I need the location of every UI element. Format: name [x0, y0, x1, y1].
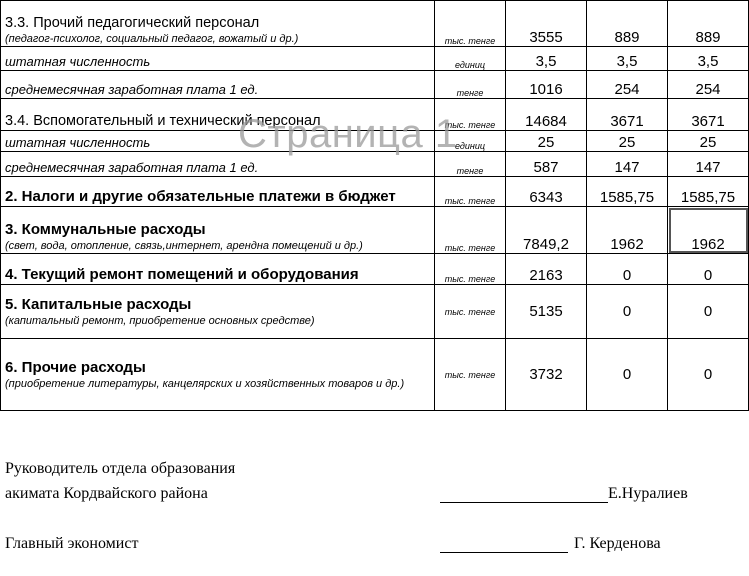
value-cell-1: 3555 [506, 1, 587, 47]
value-cell-2: 3671 [587, 99, 668, 131]
row-name-cell [1, 47, 435, 71]
unit-cell: тенге [435, 152, 506, 177]
value-cell-1: 587 [506, 152, 587, 177]
row-name-cell [1, 71, 435, 99]
unit-cell: тенге [435, 71, 506, 99]
row-name-cell [1, 177, 435, 207]
row-subtitle: (педагог-психолог, социальный педагог, вожатый и др.) [5, 33, 299, 45]
row-name-cell [1, 207, 435, 254]
row-title: штатная численность [5, 135, 151, 150]
table-row [1, 99, 749, 131]
unit-cell: тыс. тенге [435, 99, 506, 131]
economist-title: Главный экономист [5, 535, 139, 552]
table-row [1, 71, 749, 99]
value-cell-2: 254 [587, 71, 668, 99]
value-cell-1: 25 [506, 131, 587, 152]
table-row [1, 207, 749, 254]
unit-cell: тыс. тенге [435, 254, 506, 285]
row-name-cell [1, 285, 435, 339]
row-title: штатная численность [5, 54, 151, 69]
row-title: 3. Коммунальные расходы [5, 221, 206, 238]
signature-blank [440, 488, 608, 503]
economist-signature-line [440, 535, 661, 553]
value-cell-1: 3,5 [506, 47, 587, 71]
row-title: 5. Капитальные расходы [5, 295, 192, 313]
value-cell-2: 0 [587, 339, 668, 411]
value-cell-3: 3,5 [668, 47, 749, 71]
head-title-line2: акимата Кордвайского района [5, 485, 208, 502]
table-row [1, 131, 749, 152]
row-title: 3.4. Вспомогательный и технический персонал [5, 113, 321, 129]
row-name-cell [1, 254, 435, 285]
table-row [1, 47, 749, 71]
unit-cell: тыс. тенге [435, 1, 506, 47]
table-row [1, 152, 749, 177]
row-title: 4. Текущий ремонт помещений и оборудования [5, 266, 359, 283]
value-cell-3: 3671 [668, 99, 749, 131]
value-cell-2: 1962 [587, 207, 668, 254]
value-cell-1: 2163 [506, 254, 587, 285]
row-name-cell [1, 152, 435, 177]
row-subtitle: (свет, вода, отопление, связь,интернет, арендна помещений и др.) [5, 240, 363, 252]
table-row [1, 1, 749, 47]
value-cell-2: 25 [587, 131, 668, 152]
row-subtitle: (приобретение литературы, канцелярских и хозяйственных товаров и др.) [5, 377, 405, 390]
unit-cell: тыс. тенге [435, 207, 506, 254]
row-name-cell [1, 1, 435, 47]
row-title: среднемесячная заработная плата 1 ед. [5, 160, 259, 175]
value-cell-1: 5135 [506, 285, 587, 339]
row-name-cell [1, 99, 435, 131]
table-row [1, 254, 749, 285]
value-cell-1: 3732 [506, 339, 587, 411]
value-cell-3: 1585,75 [668, 177, 749, 207]
value-cell-3: 889 [668, 1, 749, 47]
row-title: 6. Прочие расходы [5, 358, 146, 376]
row-subtitle: (капитальный ремонт, приобретение основных средстве) [5, 314, 315, 327]
head-signature-line [440, 485, 688, 503]
value-cell-3: 147 [668, 152, 749, 177]
row-title: 2. Налоги и другие обязательные платежи в бюджет [5, 188, 396, 205]
table-row [1, 339, 749, 411]
value-cell-3: 25 [668, 131, 749, 152]
unit-cell: единиц [435, 131, 506, 152]
row-title: 3.3. Прочий педагогический персонал [5, 15, 260, 31]
unit-cell: тыс. тенге [435, 285, 506, 339]
signature-blank [440, 538, 568, 553]
table-row [1, 177, 749, 207]
row-name-cell [1, 131, 435, 152]
head-title-line1: Руководитель отдела образования [5, 460, 236, 477]
head-name: Е.Нуралиев [608, 485, 688, 502]
value-cell-1: 14684 [506, 99, 587, 131]
value-cell-2: 889 [587, 1, 668, 47]
value-cell-3: 0 [668, 339, 749, 411]
row-title: среднемесячная заработная плата 1 ед. [5, 82, 259, 97]
unit-cell: тыс. тенге [435, 177, 506, 207]
page-watermark: Страница 1 [238, 112, 458, 156]
value-cell-2: 0 [587, 254, 668, 285]
value-cell-1: 6343 [506, 177, 587, 207]
economist-name: Г. Керденова [574, 535, 661, 552]
value-cell-3: 0 [668, 285, 749, 339]
value-cell-2: 147 [587, 152, 668, 177]
value-cell-2: 3,5 [587, 47, 668, 71]
table-row [1, 285, 749, 339]
value-cell-2: 0 [587, 285, 668, 339]
value-cell-2: 1585,75 [587, 177, 668, 207]
unit-cell: тыс. тенге [435, 339, 506, 411]
value-cell-1: 1016 [506, 71, 587, 99]
value-cell-3: 254 [668, 71, 749, 99]
value-cell-3: 1962 [668, 207, 749, 254]
unit-cell: единиц [435, 47, 506, 71]
row-name-cell [1, 339, 435, 411]
value-cell-1: 7849,2 [506, 207, 587, 254]
value-cell-3: 0 [668, 254, 749, 285]
